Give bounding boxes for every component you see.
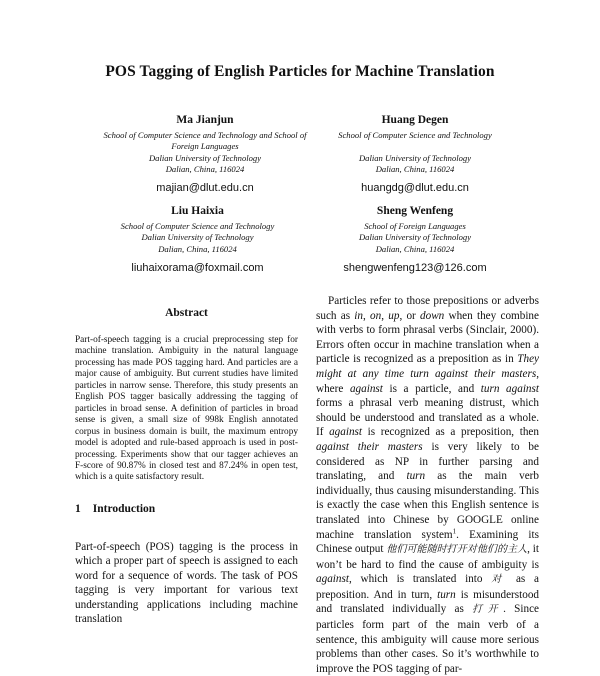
italic-term: on: [370, 309, 382, 322]
text-run: , it won’t be hard to find the cause of ambiguity is: [316, 543, 540, 571]
italic-term: up: [388, 309, 400, 322]
text-run: is very likely to be considered as NP in further parsing and translating, and: [316, 440, 539, 483]
italic-term: against: [316, 573, 349, 586]
author-affiliation: Foreign Languages: [171, 141, 239, 152]
author-email[interactable]: liuhaixorama@foxmail.com: [131, 261, 264, 274]
italic-term: turn: [406, 470, 426, 483]
section-number: 1: [75, 503, 81, 515]
text-run: ,: [381, 309, 389, 322]
text-run: is a particle, and: [382, 382, 481, 395]
right-column-paragraph: [316, 294, 539, 676]
chinese-output: 他们可能随时打开对他们的主人: [386, 544, 528, 556]
text-run: is misunderstood and translated individually as: [316, 588, 540, 616]
author-name: Sheng Wenfeng: [376, 205, 454, 217]
author-block-1: [95, 115, 315, 194]
author-affiliation: Dalian, China, 116024: [375, 163, 455, 174]
chinese-output: 打开: [472, 604, 504, 616]
text-run: as the main verb individually, thus causing misunderstanding. This is exactly the case when this English sentence is translated into Chinese by GOOGLE online machine translation system: [316, 470, 539, 541]
text-run: Particles refer to those prepositions or adverbs such as: [316, 295, 539, 322]
author-affiliation: Dalian, China, 116024: [375, 243, 455, 254]
text-run: ,: [363, 309, 371, 322]
text-run: , where: [316, 367, 539, 395]
text-run: when they combine with verbs to form phrasal verbs (Sinclair, 2000). Errors often occur in machine translation when a particle is recognized as a preposition as in: [316, 309, 539, 366]
text-run: as a preposition. And in turn,: [316, 573, 539, 601]
italic-term: in: [354, 309, 363, 322]
author-block-4: [320, 206, 510, 274]
footnote-marker[interactable]: 1: [452, 526, 457, 535]
author-affiliation-spacer: [320, 141, 510, 152]
italic-term: turn against: [480, 382, 539, 395]
section-heading-introduction: [75, 503, 298, 515]
author-affiliation: School of Computer Science and Technology: [120, 221, 275, 232]
author-affiliation: School of Computer Science and Technology and School of: [103, 130, 307, 141]
author-affiliation: School of Foreign Languages: [364, 221, 466, 232]
author-name: Huang Degen: [381, 114, 449, 126]
paper-title: POS Tagging of English Particles for Machine Translation: [105, 63, 495, 80]
text-run: , which is translated into: [348, 573, 492, 586]
author-affiliation: Dalian University of Technology: [358, 152, 472, 163]
abstract-text: Part-of-speech tagging is a crucial preprocessing step for machine translation. Ambiguity in the natural language processing has made POS tagging hard. And particles are a major cause of ambiguity. But current studies have limited particles in narrow sense. Therefore, this study presents an English POS tagger basically addressing the tagging of particles in broad sense. A definition of particles in broad sense is given, a small size of 998k English annotated corpus in business domain is built, the maximum entropy model is adopted and rule-based approach is used in post-processing. Experiments show that our tagger achieves an F-score of 90.87% in closed test and 87.24% in open test, which is a quite satisfactory result.: [75, 335, 298, 483]
abstract-heading: Abstract: [165, 307, 208, 319]
text-run: forms a phrasal verb meaning distrust, which should be understood and translated as a whole. If: [316, 397, 539, 439]
author-affiliation: Dalian, China, 116024: [158, 243, 237, 254]
italic-term: against: [329, 426, 363, 439]
italic-term: down: [420, 309, 445, 322]
introduction-text: Part-of-speech (POS) tagging is the process in which a proper part of speech is assigned to each word for a sequence of words. The task of POS tagging is very important for various text understanding applications including machine translation: [75, 541, 298, 626]
author-affiliation: Dalian University of Technology: [141, 232, 254, 243]
author-name: Liu Haixia: [171, 205, 224, 217]
text-run: . Since particles form part of the main verb of a sentence, this ambiguity will cause more serious problems than other cases. So it’s worthwhile to improve the POS tagging of par-: [316, 603, 540, 675]
author-name: Ma Jianjun: [176, 114, 234, 126]
italic-term: against their masters: [316, 440, 423, 453]
author-email[interactable]: majian@dlut.edu.cn: [156, 182, 254, 195]
text-run: , or: [399, 309, 421, 322]
author-block-3: [100, 206, 295, 274]
italic-term: turn: [437, 588, 456, 601]
author-affiliation: Dalian University of Technology: [358, 232, 472, 243]
section-title: Introduction: [92, 503, 156, 515]
italic-example: They might at any time turn against their masters: [316, 353, 539, 380]
author-email[interactable]: shengwenfeng123@126.com: [343, 261, 487, 274]
text-run: . Examining its Chinese output: [316, 528, 539, 556]
author-email[interactable]: huangdg@dlut.edu.cn: [361, 182, 469, 194]
chinese-output: 对: [491, 574, 508, 586]
author-block-2: [320, 115, 510, 194]
author-affiliation: Dalian University of Technology: [148, 152, 262, 163]
author-affiliation: School of Computer Science and Technology: [338, 130, 492, 141]
author-affiliation: Dalian, China, 116024: [165, 163, 245, 174]
italic-term: against: [349, 382, 383, 395]
text-run: is recognized as a preposition, then: [362, 426, 539, 439]
